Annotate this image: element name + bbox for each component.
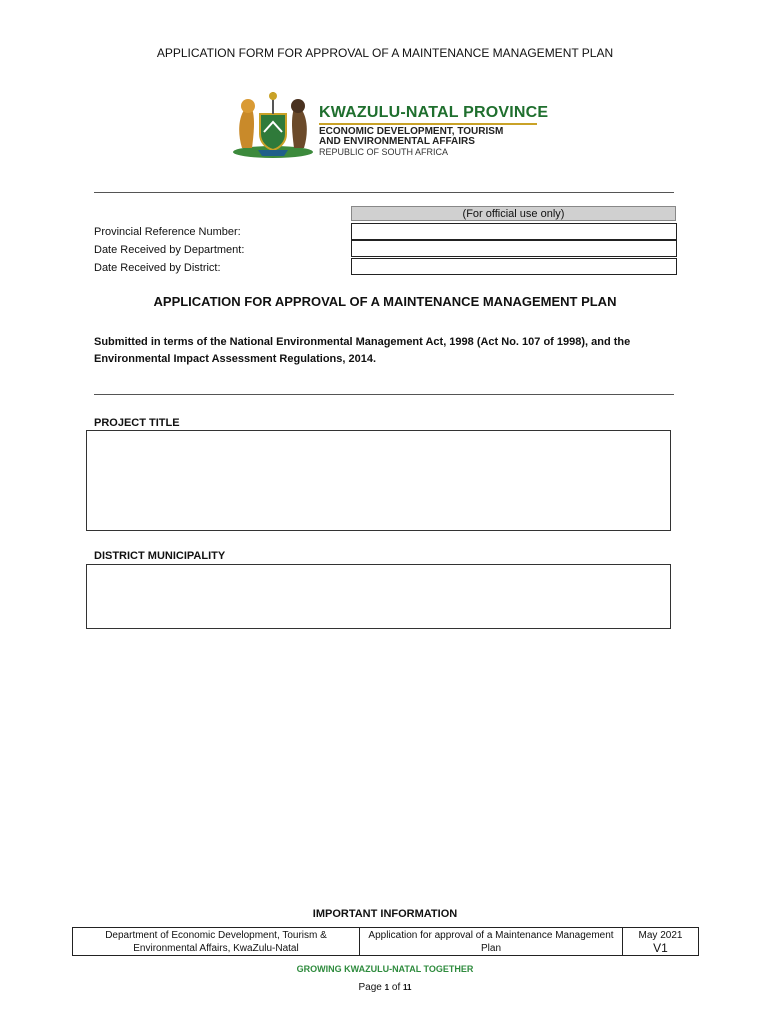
date-received-district-label: Date Received by District: (94, 262, 221, 274)
district-municipality-label: DISTRICT MUNICIPALITY (94, 550, 226, 562)
province-name: KWAZULU-NATAL PROVINCE (319, 104, 549, 121)
divider (94, 394, 674, 395)
legislation-statement: Submitted in terms of the National Environmental Management Act, 1998 (Act No. 107 of 1998), and the Environmental Impact Assessment Regulations, 2014. (94, 336, 631, 365)
page-current: 1 (384, 983, 390, 992)
footer-document-name: Application for approval of a Maintenance Management Plan (360, 928, 623, 955)
date-received-district-field[interactable] (351, 258, 677, 275)
page-prefix: Page (358, 982, 382, 993)
date-received-department-label: Date Received by Department: (94, 244, 245, 256)
footer-version: V1 (653, 940, 668, 955)
brand-divider (319, 123, 537, 125)
date-received-department-field[interactable] (351, 240, 677, 257)
divider (94, 192, 674, 193)
footer-version-cell (623, 928, 698, 955)
reference-number-field[interactable] (351, 223, 677, 240)
page-number (0, 982, 770, 993)
official-use-heading: (For official use only) (351, 206, 676, 221)
reference-number-label: Provincial Reference Number: (94, 226, 241, 238)
project-title-field[interactable] (86, 430, 671, 531)
district-municipality-field[interactable] (86, 564, 671, 629)
footer-info-table (72, 927, 699, 956)
project-title-label: PROJECT TITLE (94, 417, 180, 429)
page-header-title: APPLICATION FORM FOR APPROVAL OF A MAINTENANCE MANAGEMENT PLAN (156, 46, 614, 60)
footer-department: Department of Economic Development, Tourism & Environmental Affairs, KwaZulu-Natal (73, 928, 360, 955)
page-of: of (391, 982, 401, 993)
footer-date: May 2021 (638, 929, 683, 941)
department-line-2: AND ENVIRONMENTAL AFFAIRS (319, 136, 475, 147)
coat-of-arms-logo (228, 88, 318, 160)
footer-slogan: GROWING KWAZULU-NATAL TOGETHER (296, 964, 474, 974)
country-name: REPUBLIC OF SOUTH AFRICA (319, 147, 449, 157)
form-title: APPLICATION FOR APPROVAL OF A MAINTENANCE MANAGEMENT PLAN (153, 294, 617, 309)
department-line-1: ECONOMIC DEVELOPMENT, TOURISM (319, 126, 504, 137)
important-information-heading: IMPORTANT INFORMATION (312, 908, 458, 920)
page-total: 11 (403, 983, 412, 992)
